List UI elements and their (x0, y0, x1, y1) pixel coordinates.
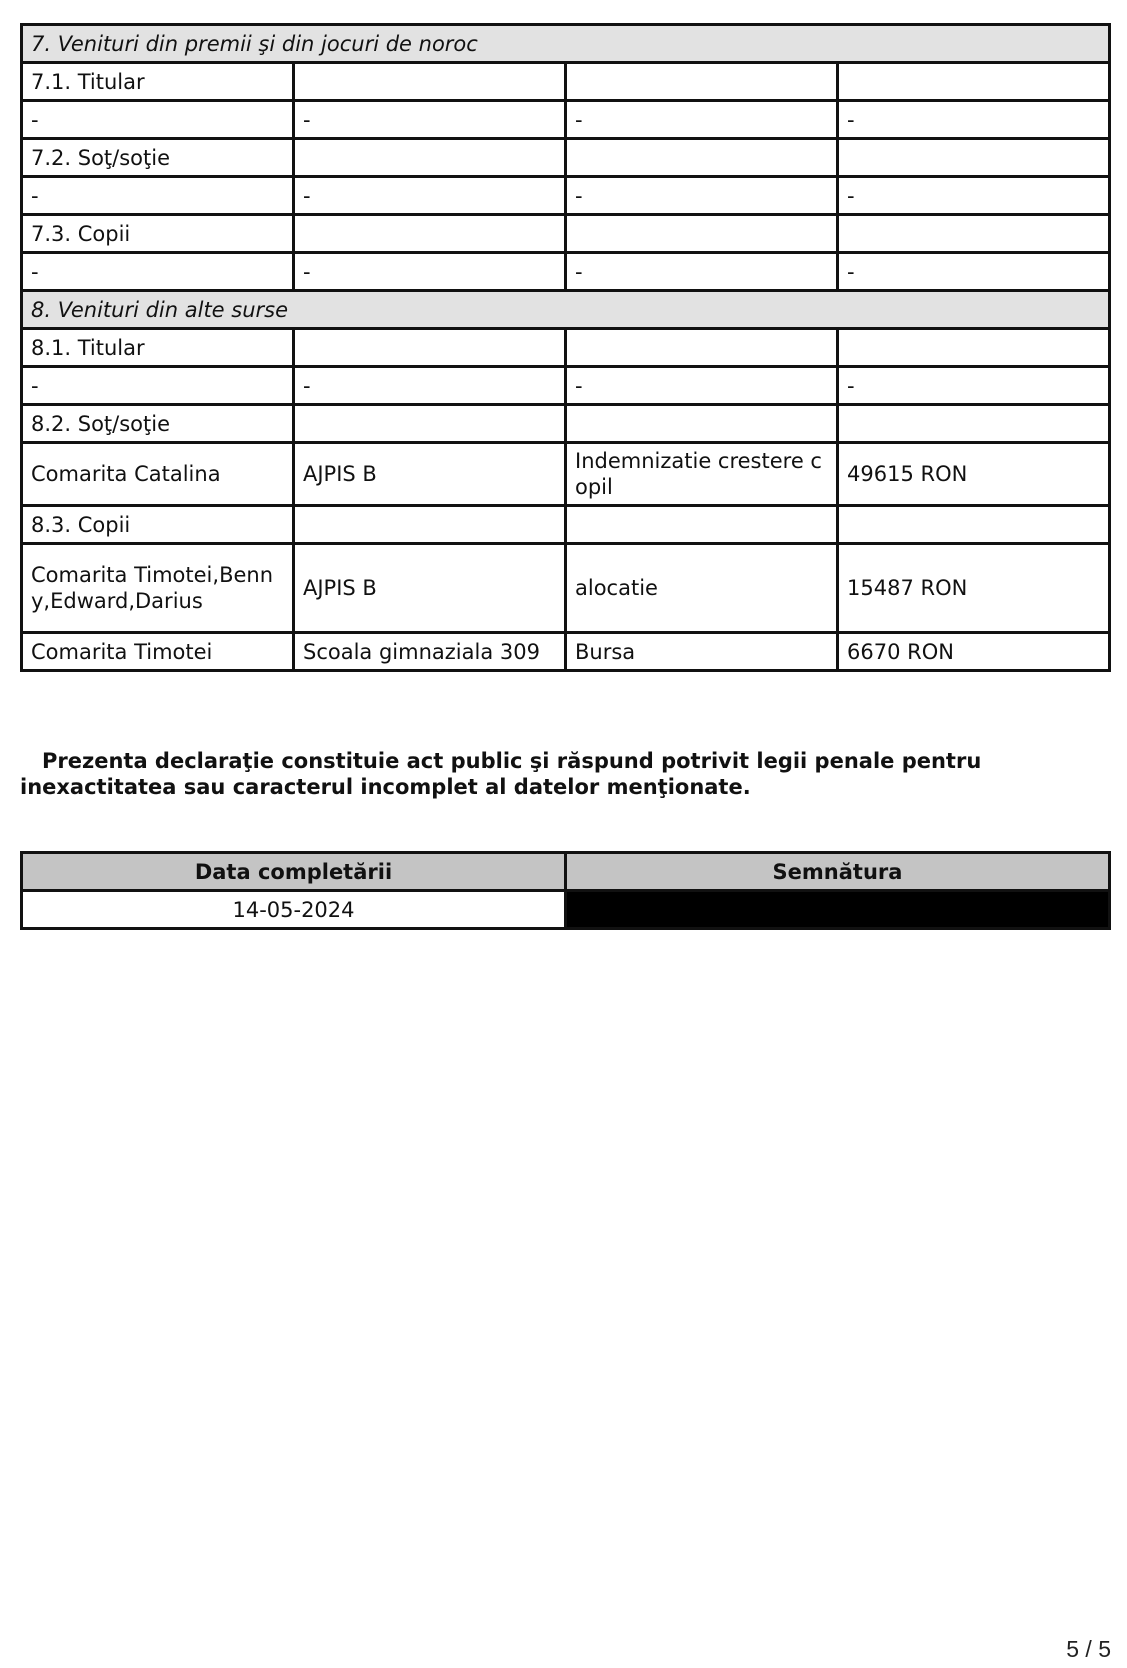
cell-amount: - (838, 101, 1110, 139)
cell-holder: - (22, 101, 294, 139)
cell-source: - (294, 367, 566, 405)
cell-holder: - (22, 367, 294, 405)
cell-service: - (566, 101, 838, 139)
group-label-row (22, 139, 1110, 177)
cell-amount: - (838, 253, 1110, 291)
cell-source: - (294, 253, 566, 291)
section-header-row (22, 25, 1110, 63)
cell-holder: Comarita Timotei,Benny,Edward,Darius (22, 544, 294, 633)
group-label-row (22, 63, 1110, 101)
cell-service: - (566, 367, 838, 405)
signature-table (20, 851, 1111, 930)
table-row (22, 101, 1110, 139)
section-7-title: 7. Venituri din premii şi din jocuri de noroc (22, 25, 1110, 63)
cell-amount: 6670 RON (838, 633, 1110, 671)
table-row (22, 177, 1110, 215)
table-row (22, 443, 1110, 506)
declaration-statement: Prezenta declaraţie constituie act public şi răspund potrivit legii penale pentru inexactitatea sau caracterul incomplet al datelor menţionate. (20, 749, 982, 799)
cell-holder: - (22, 177, 294, 215)
group-label-row (22, 405, 1110, 443)
cell-service: - (566, 177, 838, 215)
cell-source: Scoala gimnaziala 309 (294, 633, 566, 671)
cell-holder: Comarita Timotei (22, 633, 294, 671)
group-label: 7.2. Soţ/soţie (22, 139, 294, 177)
signature-redacted-box (566, 891, 1110, 929)
cell-source: AJPIS B (294, 544, 566, 633)
table-row (22, 633, 1110, 671)
group-label: 7.1. Titular (22, 63, 294, 101)
cell-service: Bursa (566, 633, 838, 671)
completion-date: 14-05-2024 (22, 891, 566, 929)
section-8-title: 8. Venituri din alte surse (22, 291, 1110, 329)
group-label-row (22, 506, 1110, 544)
cell-service: - (566, 253, 838, 291)
cell-holder: - (22, 253, 294, 291)
cell-holder: Comarita Catalina (22, 443, 294, 506)
date-header: Data completării (22, 853, 566, 891)
section-header-row (22, 291, 1110, 329)
group-label: 8.2. Soţ/soţie (22, 405, 294, 443)
group-label-row (22, 215, 1110, 253)
cell-service: Indemnizatie crestere copil (566, 443, 838, 506)
cell-source: AJPIS B (294, 443, 566, 506)
cell-amount: - (838, 367, 1110, 405)
income-table (20, 23, 1111, 672)
table-row (22, 544, 1110, 633)
table-row (22, 253, 1110, 291)
signature-header-row (22, 853, 1110, 891)
page-number: 5 / 5 (1066, 1636, 1111, 1662)
cell-amount: 49615 RON (838, 443, 1110, 506)
signature-header: Semnătura (566, 853, 1110, 891)
cell-source: - (294, 101, 566, 139)
signature-value-row (22, 891, 1110, 929)
cell-service: alocatie (566, 544, 838, 633)
group-label: 8.3. Copii (22, 506, 294, 544)
group-label-row (22, 329, 1110, 367)
cell-amount: 15487 RON (838, 544, 1110, 633)
group-label: 8.1. Titular (22, 329, 294, 367)
table-row (22, 367, 1110, 405)
group-label: 7.3. Copii (22, 215, 294, 253)
cell-source: - (294, 177, 566, 215)
cell-amount: - (838, 177, 1110, 215)
